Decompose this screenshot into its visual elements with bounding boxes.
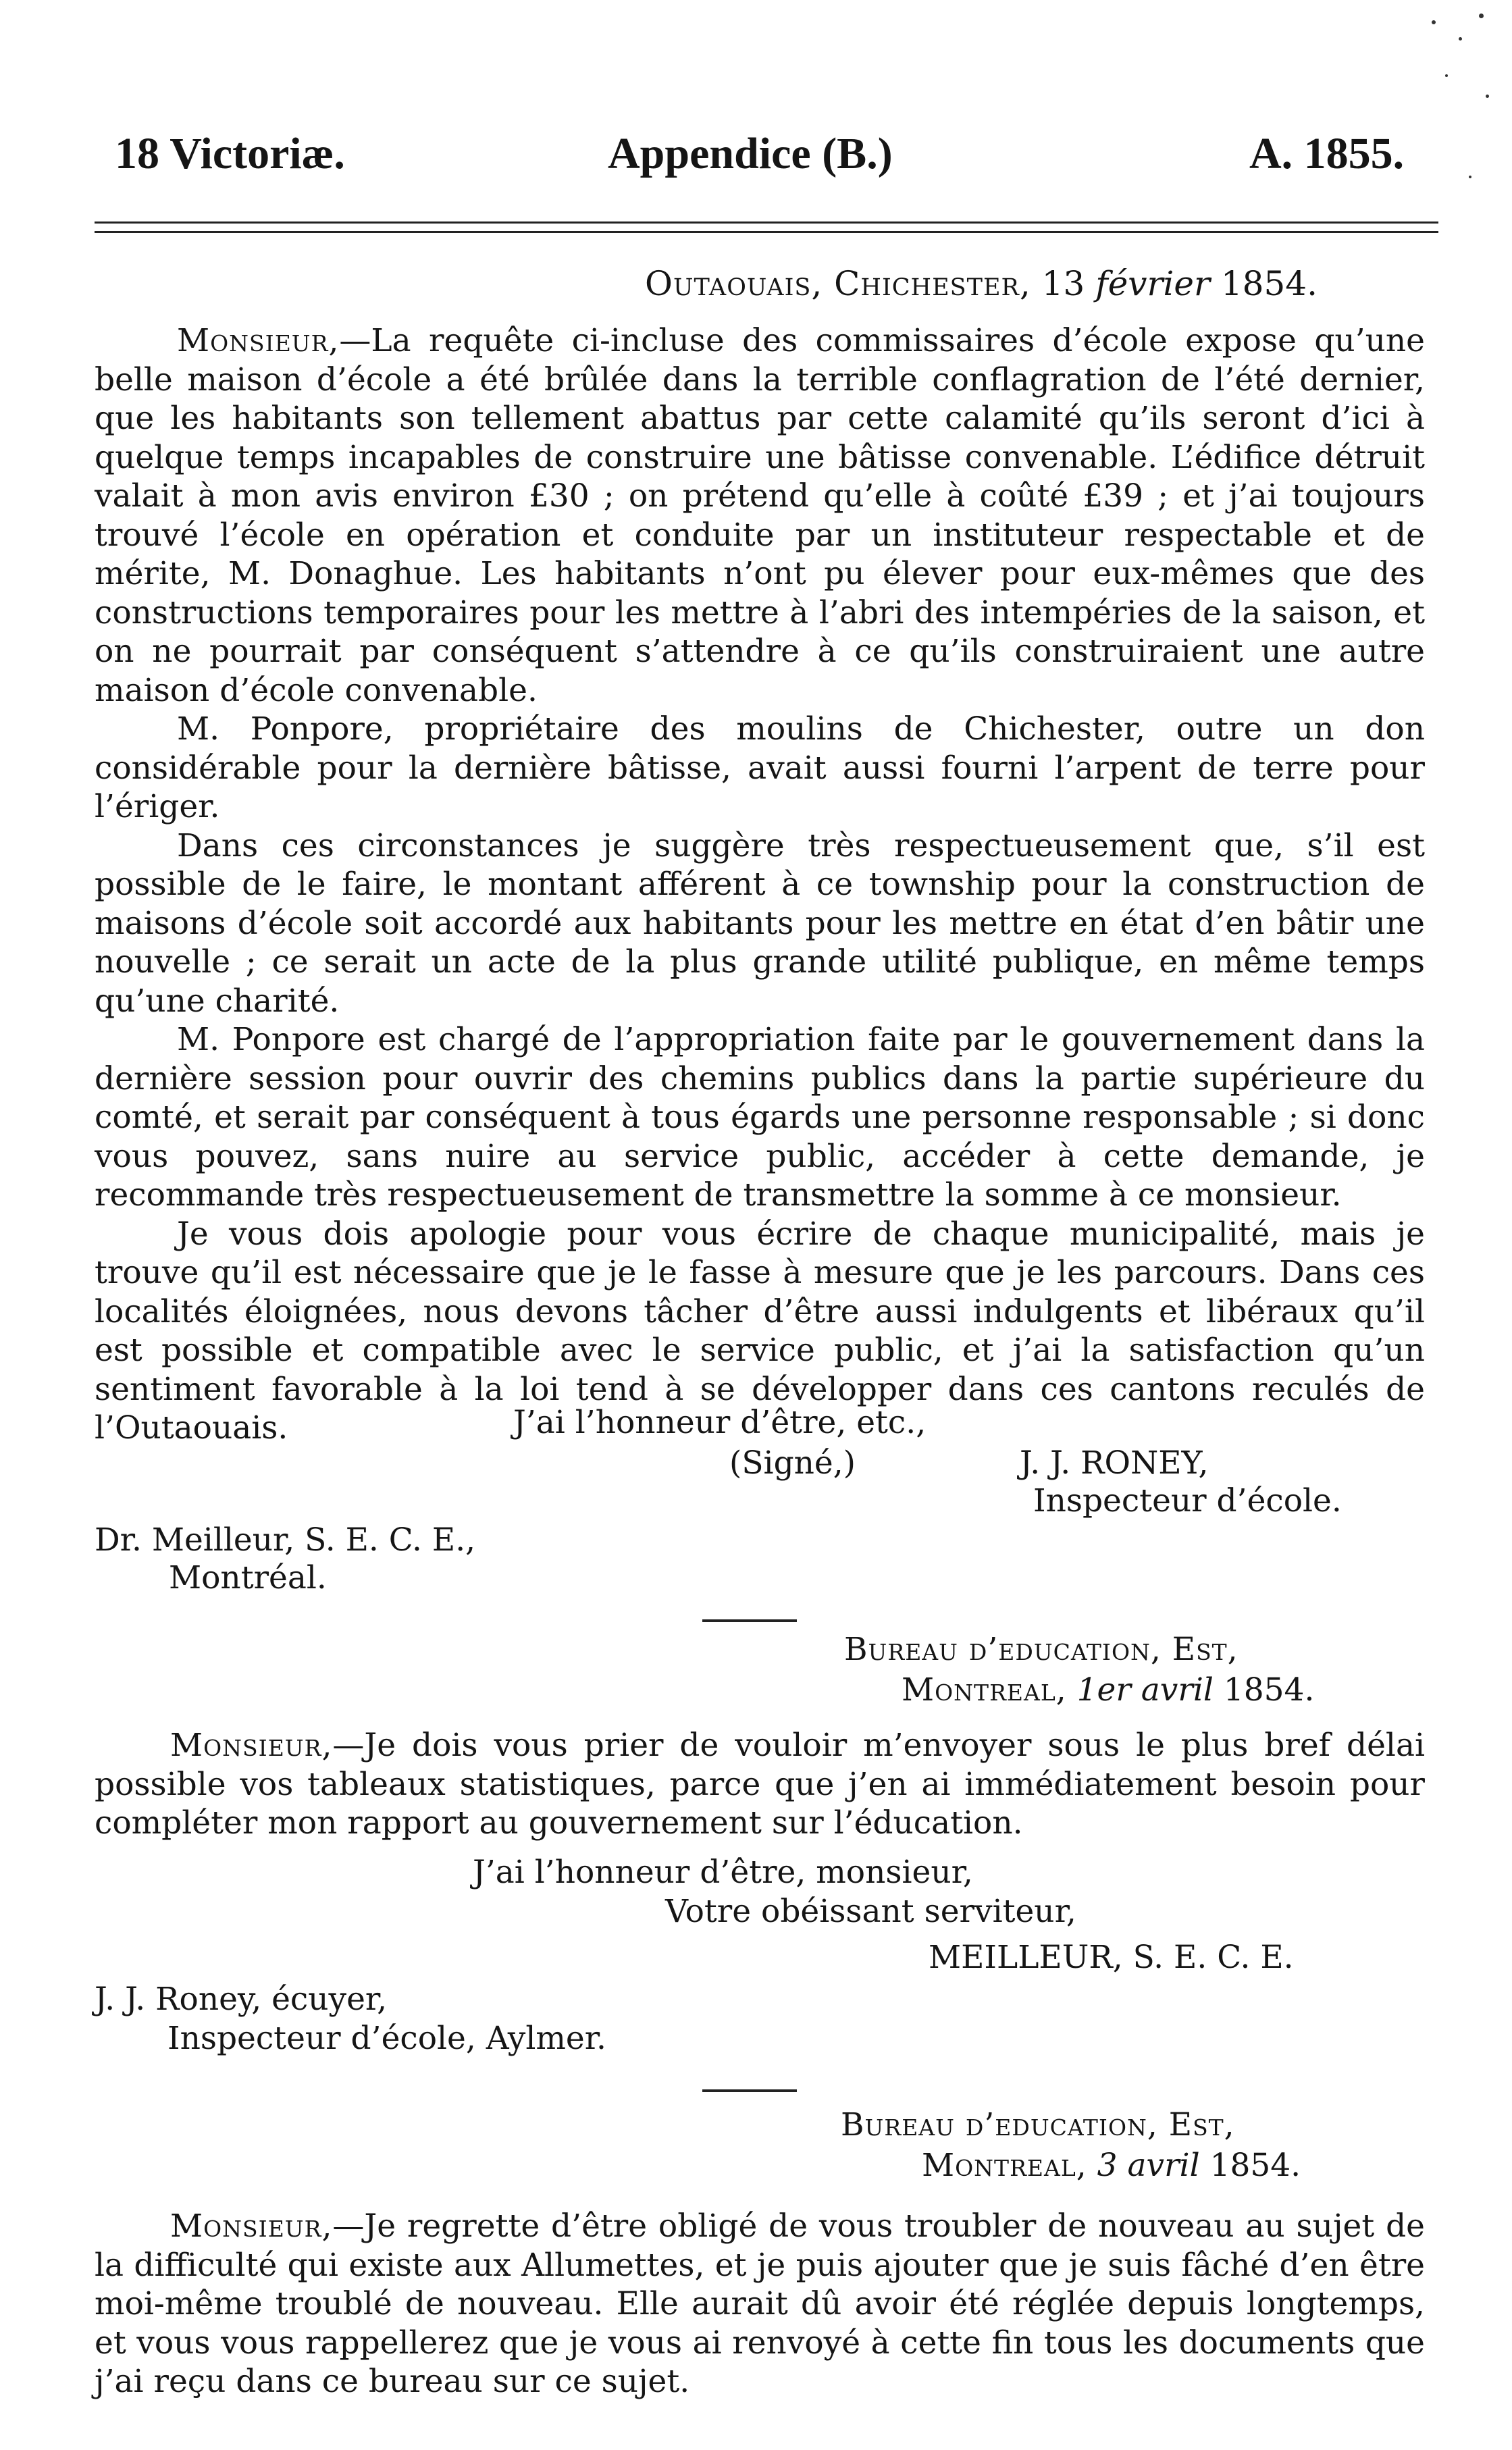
scan-speck bbox=[1459, 37, 1462, 41]
letter1-signed: (Signé,) bbox=[729, 1444, 856, 1482]
scan-speck bbox=[1486, 95, 1489, 98]
letter2-date-day: 1er bbox=[1076, 1671, 1131, 1709]
letter1-date-day: 13 bbox=[1041, 264, 1085, 303]
letter3-date-day: 3 bbox=[1097, 2147, 1118, 2184]
letter2-body bbox=[95, 1726, 1425, 1843]
header-appendix: Appendice (B.) bbox=[608, 129, 893, 178]
letter1-paragraph: Dans ces circonstances je suggère très respectueusement que, s’il est possible de le faire, le montant afférent à ce township pour la construction de maisons d’école soit accordé aux habitants pour les mettre en état d’en bâtir une nouvelle ; ce serait un acte de la plus grande utilité publique, en même temps qu’une charité. bbox=[95, 827, 1425, 1020]
letter1-closing: J’ai l’honneur d’être, etc., bbox=[513, 1404, 927, 1441]
letter1-signer-name: J. J. RONEY, bbox=[1020, 1444, 1209, 1482]
letter2-office-text: Bureau d’education, Est, bbox=[844, 1631, 1239, 1668]
letter3-office-text: Bureau d’education, Est, bbox=[841, 2106, 1235, 2143]
scan-speck bbox=[1479, 14, 1484, 18]
letter1-place: Outaouais, Chichester, bbox=[645, 264, 1031, 303]
letter3-office bbox=[841, 2106, 1235, 2144]
letter3-salutation: Monsieur, bbox=[170, 2208, 333, 2245]
letter2-office bbox=[844, 1630, 1239, 1669]
running-header bbox=[95, 128, 1445, 189]
header-rule-bottom bbox=[95, 231, 1438, 233]
letter3-paragraph bbox=[95, 2207, 1425, 2401]
letter2-closing-1: J’ai l’honneur d’être, monsieur, bbox=[473, 1854, 973, 1891]
letter1-date-year: 1854. bbox=[1220, 264, 1318, 303]
section-divider bbox=[702, 2089, 797, 2092]
letter3-date-month: avril bbox=[1127, 2147, 1200, 2184]
scan-speck bbox=[1432, 20, 1436, 24]
letter2-salutation: Monsieur, bbox=[170, 1727, 333, 1764]
scan-speck bbox=[1445, 74, 1448, 77]
header-rule-top bbox=[95, 221, 1438, 224]
letter1-recipient-place: Montréal. bbox=[169, 1559, 327, 1596]
letter1-paragraph: M. Ponpore, propriétaire des moulins de Chichester, outre un don considérable pour la dernière bâtisse, avait aussi fourni l’arpent de terre pour l’ériger. bbox=[95, 710, 1425, 825]
letter1-salutation: Monsieur, bbox=[177, 322, 340, 359]
letter3-place: Montreal, bbox=[922, 2147, 1087, 2184]
section-divider bbox=[702, 1619, 797, 1622]
letter2-paragraph bbox=[95, 1726, 1425, 1843]
letter2-recipient-title: Inspecteur d’école, Aylmer. bbox=[167, 2020, 606, 2057]
letter1-paragraph: Je vous dois apologie pour vous écrire de chaque municipalité, mais je trouve qu’il est nécessaire que je le fasse à mesure que je les parcours. Dans ces localités éloignées, nous devons tâcher d’être aussi indulgents et libéraux qu’il est possible et compatible avec le service public, et j’ai la satisfaction qu’un sentiment favorable à la loi tend à se développer dans ces cantons reculés de l’Outaouais. bbox=[95, 1215, 1425, 1446]
letter1-recipient-name: Dr. Meilleur, S. E. C. E., bbox=[95, 1521, 476, 1559]
letter2-dateline bbox=[902, 1671, 1314, 1709]
letter2-paragraph-text: —Je dois vous prier de vouloir m’envoyer sous le plus bref délai possible vos tableaux statistiques, parce que j’en ai immédiatement besoin pour compléter mon rapport au gouvernement sur l’éducation. bbox=[95, 1727, 1425, 1842]
letter2-date-year: 1854. bbox=[1223, 1671, 1315, 1709]
scan-speck bbox=[1469, 176, 1471, 178]
letter1-body bbox=[95, 321, 1425, 1448]
letter2-recipient-name: J. J. Roney, écuyer, bbox=[95, 1981, 388, 2018]
letter2-date-month: avril bbox=[1141, 1671, 1214, 1709]
letter3-body bbox=[95, 2207, 1425, 2401]
letter2-signer: MEILLEUR, S. E. C. E. bbox=[929, 1939, 1294, 1976]
header-year: A. 1855. bbox=[1249, 129, 1405, 178]
letter1-paragraph: M. Ponpore est chargé de l’appropriation faite par le gouvernement dans la dernière session pour ouvrir des chemins publics dans la partie supérieure du comté, et serait par conséquent à tous égards une personne responsable ; si donc vous pouvez, sans nuire au service public, accéder à cette demande, je recommande très respectueusement de transmettre la somme à ce monsieur. bbox=[95, 1021, 1425, 1214]
letter1-signer-title: Inspecteur d’école. bbox=[1033, 1482, 1342, 1519]
letter1-paragraph-text: —La requête ci-incluse des commissaires d’école expose qu’une belle maison d’école a été brûlée dans la terrible conflagration de l’été dernier, que les habitants son tellement abattus par cette calamité qu’ils seront d’ici à quelque temps incapables de construire une bâtisse convenable. L’édifice détruit valait à mon avis environ £30 ; on prétend qu’elle à coûté £39 ; et j’ai toujours trouvé l’école en opération et conduite par un instituteur respectable et de mérite, M. Donaghue. Les habitants n’ont pu élever pour eux-mêmes que des constructions temporaires pour les mettre à l’abri des intempéries de la saison, et on ne pourrait par conséquent s’attendre à ce qu’ils construiraient une autre maison d’école convenable. bbox=[95, 322, 1425, 709]
letter3-date-year: 1854. bbox=[1209, 2147, 1301, 2184]
letter1-paragraph bbox=[95, 321, 1425, 710]
letter3-dateline bbox=[922, 2146, 1301, 2185]
letter2-place: Montreal, bbox=[902, 1671, 1067, 1709]
header-volume: 18 Victoriæ. bbox=[115, 129, 345, 178]
letter3-paragraph-text: —Je regrette d’être obligé de vous troubler de nouveau au sujet de la difficulté qui existe aux Allumettes, et je puis ajouter que je suis fâché d’en être moi-même troublé de nouveau. Elle aurait dû avoir été réglée depuis longtemps, et vous vous rappellerez que je vous ai renvoyé à cette fin tous les documents que j’ai reçu dans ce bureau sur ce sujet. bbox=[95, 2208, 1425, 2400]
letter2-closing-2: Votre obéissant serviteur, bbox=[665, 1893, 1076, 1930]
letter1-date-month: février bbox=[1095, 264, 1210, 303]
letter1-dateline bbox=[645, 265, 1318, 303]
